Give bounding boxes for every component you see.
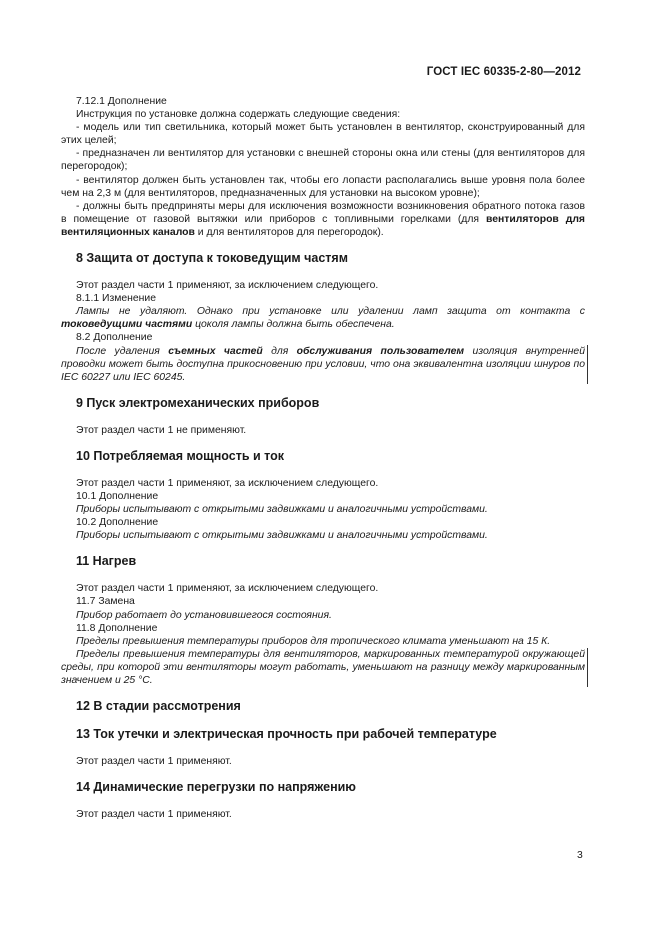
section-13-heading: 13 Ток утечки и электрическая прочность при рабочей температуре xyxy=(76,727,497,742)
section-text: Этот раздел части 1 применяют. xyxy=(76,809,232,821)
subclause-title: 11.7 Замена xyxy=(76,596,135,608)
list-item: - предназначен ли вентилятор для установки с внешней стороны окна или стены (для вентиляторов для перегородок); xyxy=(61,148,585,173)
text-run: Лампы не удаляют. Однако при установке или удалении ламп защита от контакта с xyxy=(76,306,585,318)
section-text: Этот раздел части 1 применяют, за исключением следующего. xyxy=(76,280,379,292)
list-item-text: и для вентиляторов для перегородок). xyxy=(194,226,384,238)
subclause-7-12-1-title: 7.12.1 Дополнение xyxy=(76,96,167,107)
section-text: Этот раздел части 1 применяют, за исключением следующего. xyxy=(76,583,379,595)
addition-text: Пределы превышения температуры для вентиляторов, маркированных температурой окружающей среды, при которой эти вентиляторы могут работать, уменьшают на разницу между маркированным значением и 25 °С. xyxy=(61,648,585,686)
addition-text: Приборы испытывают с открытыми задвижками и аналогичными устройствами. xyxy=(76,504,488,516)
list-item: - модель или тип светильника, который может быть установлен в вентилятор, сконструированный для этих целей; xyxy=(61,122,585,147)
section-12-heading: 12 В стадии рассмотрения xyxy=(76,699,241,714)
page-number: 3 xyxy=(577,850,583,861)
page-content xyxy=(61,95,585,821)
section-text: Этот раздел части 1 применяют. xyxy=(76,756,232,768)
text-run: для xyxy=(262,345,297,357)
subclause-title: 8.2 Дополнение xyxy=(76,332,153,344)
section-text: Этот раздел части 1 не применяют. xyxy=(76,424,247,436)
installation-intro: Инструкция по установке должна содержать следующие сведения: xyxy=(76,109,401,121)
text-run: После удаления xyxy=(76,345,169,357)
section-text: Этот раздел части 1 применяют, за исключением следующего. xyxy=(76,477,379,489)
subclause-title: 10.1 Дополнение xyxy=(76,490,159,502)
defined-term: съемных частей xyxy=(168,345,263,357)
defined-term: токоведущими частями xyxy=(61,319,193,331)
addition-text: Пределы превышения температуры приборов для тропического климата уменьшают на 15 К. xyxy=(76,635,551,647)
subclause-title: 8.1.1 Изменение xyxy=(76,293,156,305)
defined-term: вентиляторов для вентиляционных каналов xyxy=(61,213,585,238)
defined-term: обслуживания пользователем xyxy=(296,345,465,357)
replacement-text: Прибор работает до установившегося состояния. xyxy=(76,609,332,621)
subclause-title: 10.2 Дополнение xyxy=(76,517,159,529)
text-run: изоляция внутренней проводки может быть доступна прикосновению при условии, что она эквивалентна изоляции шнуров по IEC 60227 или IEC 60245. xyxy=(61,345,585,383)
list-item xyxy=(61,200,585,239)
section-14-heading: 14 Динамические перегрузки по напряжению xyxy=(76,780,356,795)
modification-text xyxy=(61,305,585,331)
document-code-header: ГОСТ IEC 60335-2-80—2012 xyxy=(426,66,581,78)
addition-text xyxy=(61,345,585,384)
section-8-heading: 8 Защита от доступа к токоведущим частям xyxy=(76,251,348,266)
list-item: - вентилятор должен быть установлен так, чтобы его лопасти располагались выше уровня пола более чем на 2,3 м (для вентиляторов, предназначенных для установки на высоком уровне); xyxy=(61,174,585,199)
section-9-heading: 9 Пуск электромеханических приборов xyxy=(76,395,320,410)
list-item-text: - должны быть предприняты меры для исключения возможности возникновения обратного потока газов в помещение от газовой вытяжки или приборов с топливными горелками (для xyxy=(61,200,585,225)
text-run: цоколя лампы должна быть обеспечена. xyxy=(192,319,395,331)
subclause-title: 11.8 Дополнение xyxy=(76,622,158,634)
addition-text: Приборы испытывают с открытыми задвижками и аналогичными устройствами. xyxy=(76,530,488,542)
section-11-heading: 11 Нагрев xyxy=(76,554,137,569)
section-10-heading: 10 Потребляемая мощность и ток xyxy=(76,448,284,463)
